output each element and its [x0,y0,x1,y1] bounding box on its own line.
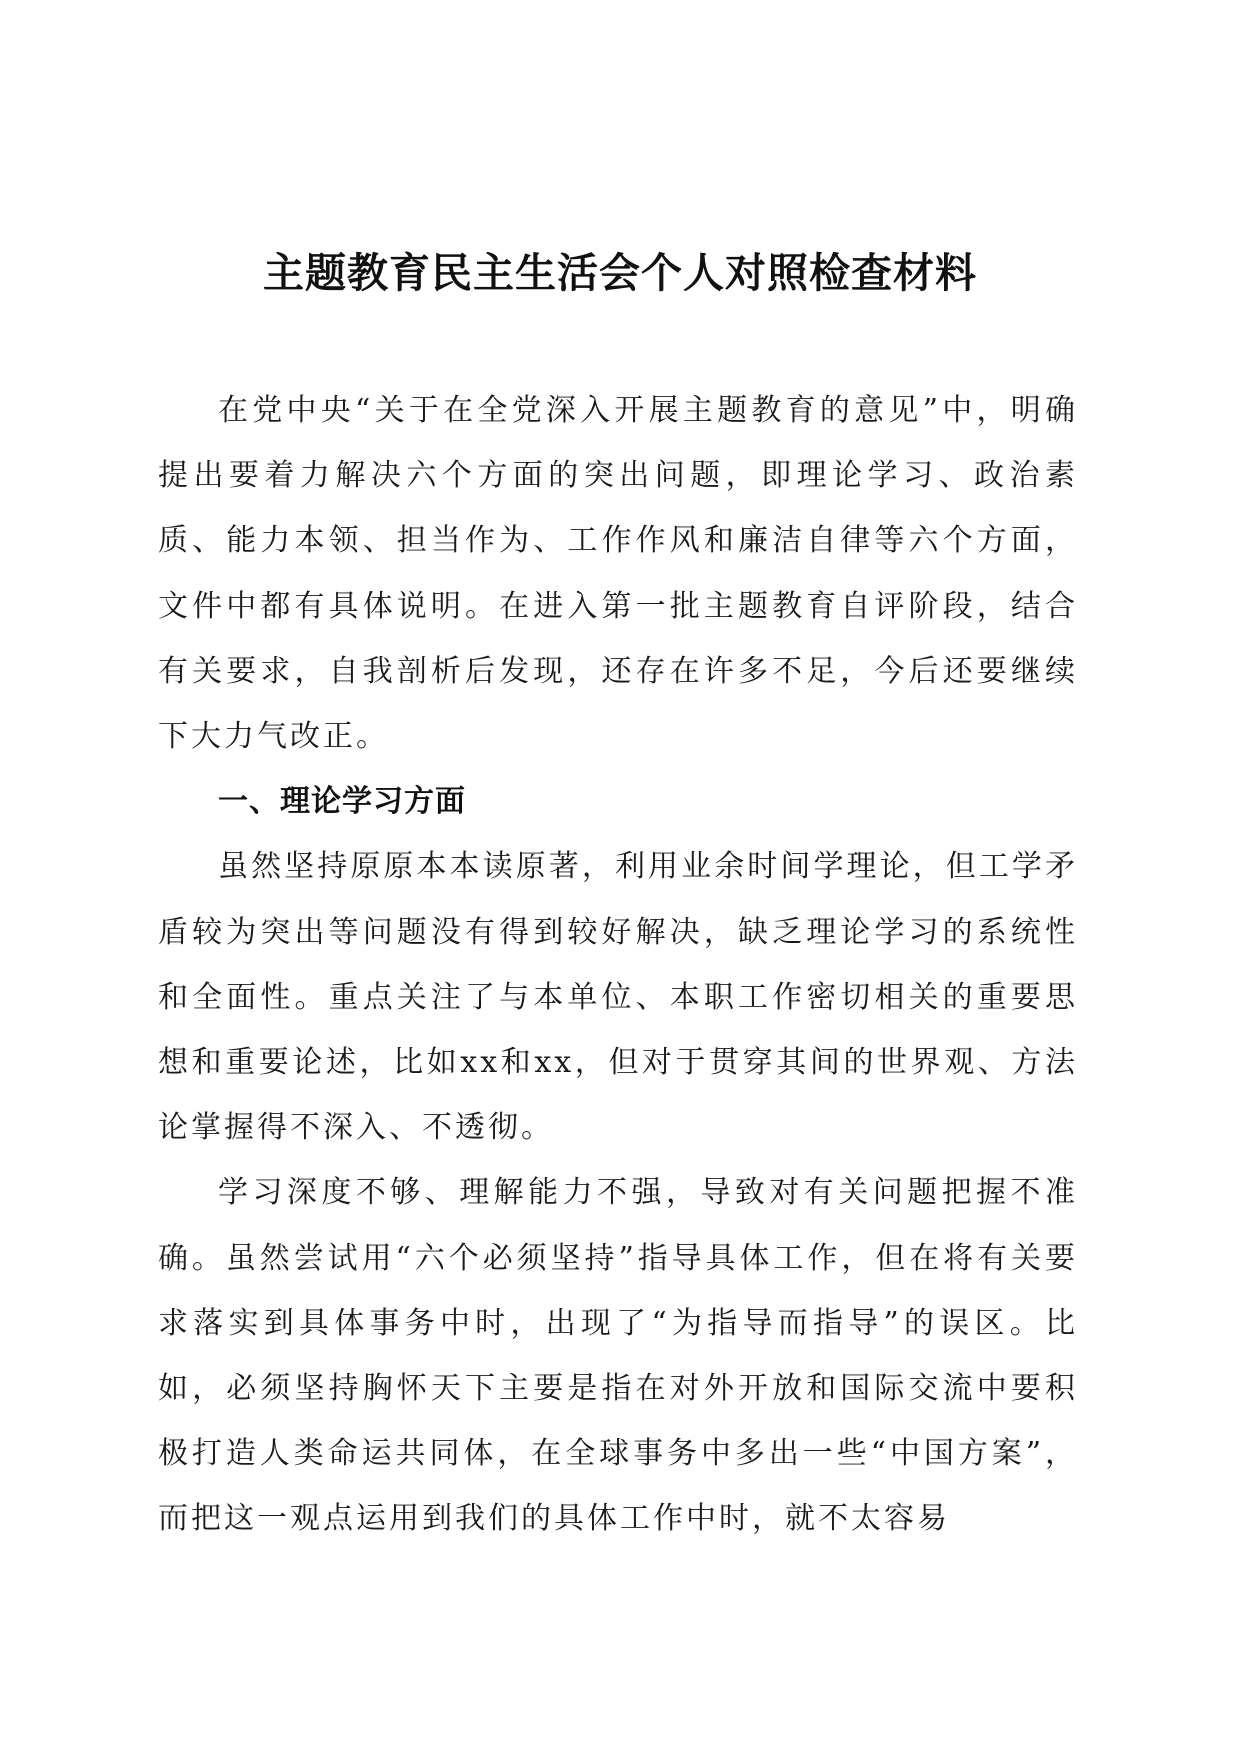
intro-paragraph: 在党中央“关于在全党深入开展主题教育的意见”中，明确提出要着力解决六个方面的突出问题，即理论学习、政治素质、能力本领、担当作为、工作作风和廉洁自律等六个方面，文件中都有具体说明。在进入第一批主题教育自评阶段，结合有关要求，自我剖析后发现，还存在许多不足，今后还要继续下大力气改正。 [158,393,1078,755]
section1-paragraph-2: 学习深度不够、理解能力不强，导致对有关问题把握不准确。虽然尝试用“六个必须坚持”指导具体工作，但在将有关要求落实到具体事务中时，出现了“为指导而指导”的误区。比如，必须坚持胸怀天下主要是指在对外开放和国际交流中要积极打造人类命运共同体，在全球事务中多出一些“中国方案”，而把这一观点运用到我们的具体工作中时，就不太容易 [158,1175,1078,1537]
document-title: 主题教育民主生活会个人对照检查材料 [263,249,977,297]
section1-paragraph-1: 虽然坚持原原本本读原著，利用业余时间学理论，但工学矛盾较为突出等问题没有得到较好解决，缺乏理论学习的系统性和全面性。重点关注了与本单位、本职工作密切相关的重要思想和重要论述，比如xx和xx，但对于贯穿其间的世界观、方法论掌握得不深入、不透彻。 [158,849,1078,1146]
document-body [158,378,1078,1552]
section-heading-theory-study: 一、理论学习方面 [218,784,466,820]
